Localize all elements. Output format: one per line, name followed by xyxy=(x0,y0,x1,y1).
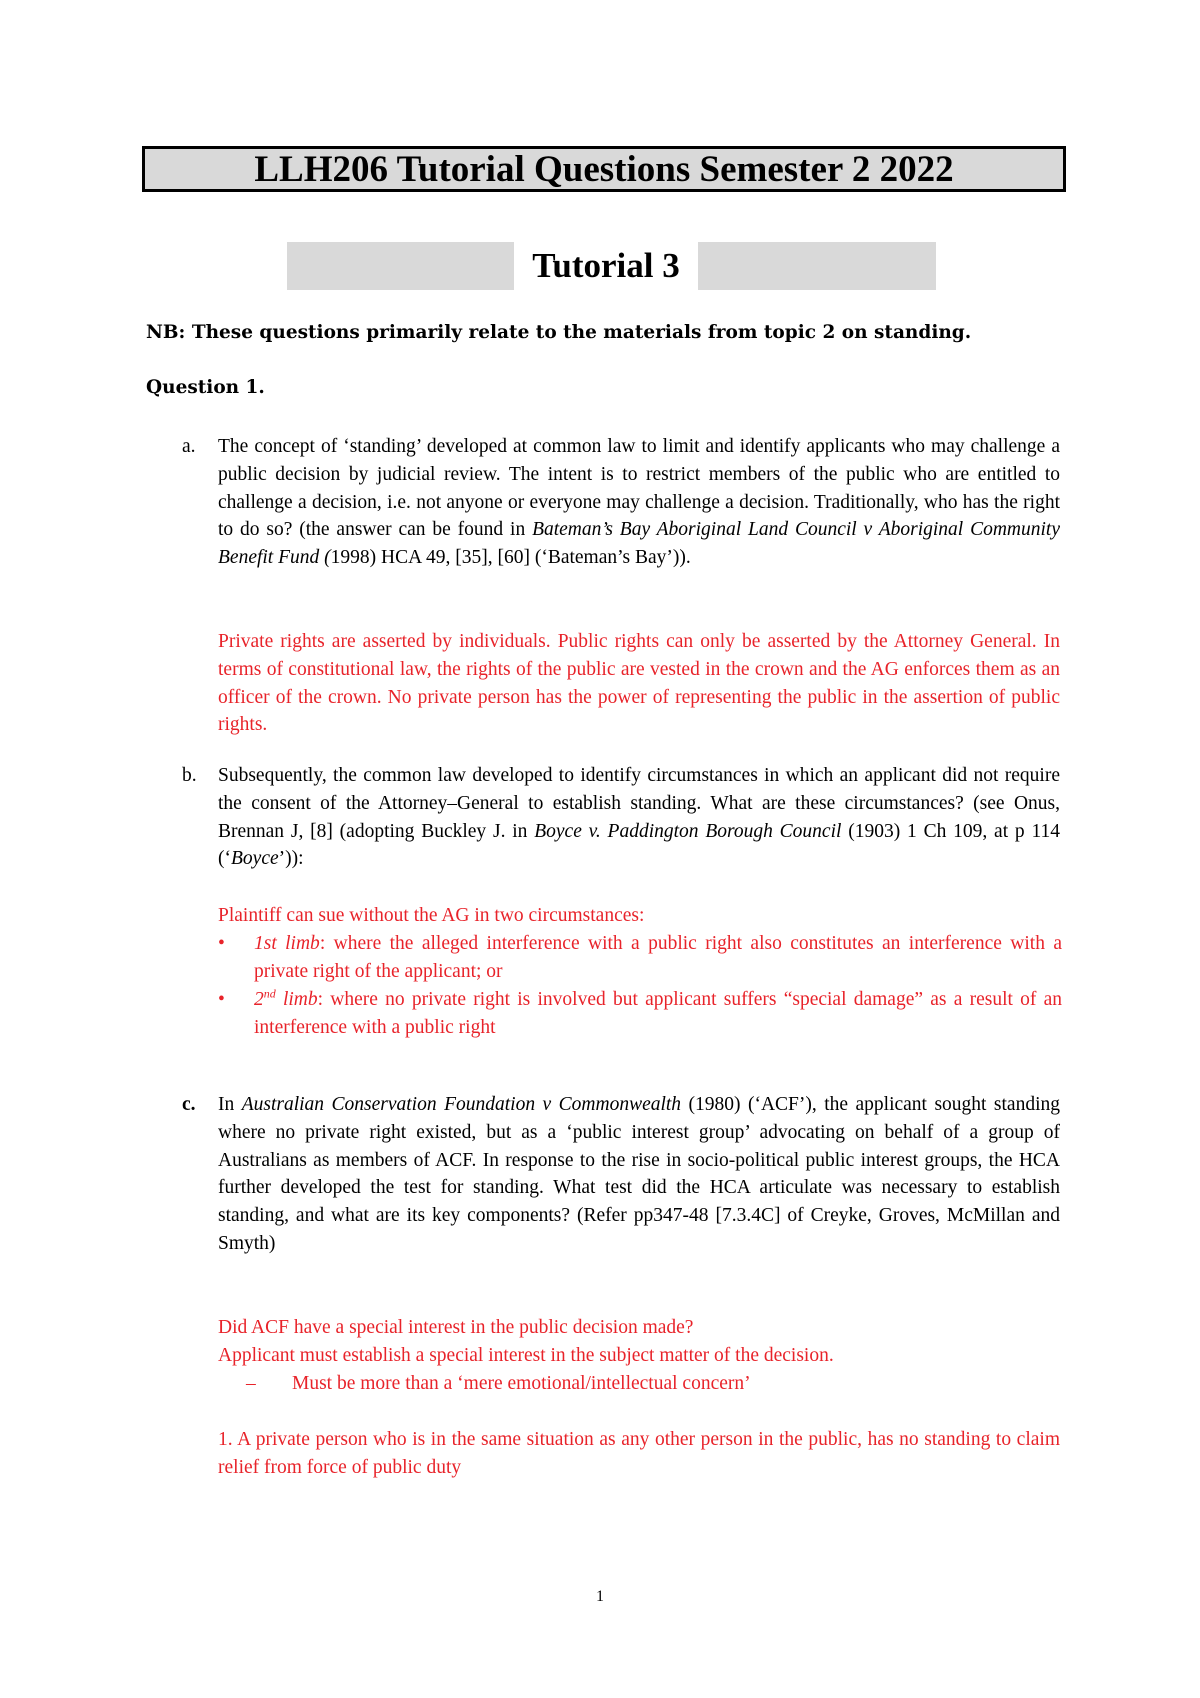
answer-c-line-2: Applicant must establish a special interest in the subject matter of the decision. xyxy=(218,1345,834,1366)
tutorial-heading: Tutorial 3 xyxy=(532,246,680,285)
item-letter-a: a. xyxy=(182,436,196,457)
item-c-text: In Australian Conservation Foundation v Commonwealth (1980) (‘ACF’), the applicant sought standing where no private right existed, but as a ‘public interest group’ advocating on behalf of a group of Australians as members of ACF. In response to the rise in socio-political public interest groups, the HCA further developed the test for standing. What test did the HCA articulate was necessary to establish standing, and what are its key components? (Refer pp347-48 [7.3.4C] of Creyke, Groves, McMillan and Smyth) xyxy=(218,1094,1060,1254)
item-letter-b: b. xyxy=(182,765,197,786)
title-box xyxy=(142,146,1066,192)
question-label: Question 1. xyxy=(146,377,265,398)
answer-a: Private rights are asserted by individuals. Public rights can only be asserted by the Attorney General. In terms of constitutional law, the rights of the public are vested in the crown and the AG enforces them as an officer of the crown. No private person has the power of representing the public in the assertion of public rights. xyxy=(218,631,1060,736)
page-number: 1 xyxy=(596,1588,604,1605)
nb-note: NB: These questions primarily relate to the materials from topic 2 on standing. xyxy=(146,322,972,343)
bullet-icon: • xyxy=(218,933,225,954)
tutorial-shade-left xyxy=(287,242,514,290)
answer-c-point-1: 1. A private person who is in the same situation as any other person in the public, has no standing to claim relief from force of public duty xyxy=(218,1429,1060,1478)
item-b-text: Subsequently, the common law developed to identify circumstances in which an applicant did not require the consent of the Attorney–General to establish standing. What are these circumstances? (see Onus, Brennan J, [8] (adopting Buckley J. in Boyce v. Paddington Borough Council (1903) 1 Ch 109, at p 114 (‘Boyce’)): xyxy=(218,765,1060,870)
tutorial-shade-right xyxy=(698,242,936,290)
item-letter-c: c. xyxy=(182,1094,196,1115)
case-short-name: Boyce xyxy=(231,848,279,870)
case-name: Bateman’s Bay Aboriginal Land Council v Aboriginal Community Benefit Fund ( xyxy=(218,519,1060,569)
answer-b-intro: Plaintiff can sue without the AG in two circumstances: xyxy=(218,905,645,926)
bullet-icon: • xyxy=(218,989,225,1010)
answer-c-line-1: Did ACF have a special interest in the public decision made? xyxy=(218,1317,694,1338)
case-name: Boyce v. Paddington Borough Council xyxy=(534,820,842,842)
document-page: LLH206 Tutorial Questions Semester 2 2022 Tutorial 3 NB: These questions primarily relate to the materials from topic 2 on standing. Question 1. a. The concept of ‘standing’ developed at common law to limit and identify applicants who may challenge a public decision by judicial review. The intent is to restrict members of the public who are entitled to challenge a decision, i.e. not anyone or everyone may challenge a decision. Traditionally, who has the right to do so? (the answer can be found in Bateman’s Bay Aboriginal Land Council v Aboriginal Community Benefit Fund (1998) HCA 49, [35], [60] (‘Bateman’s Bay’)). Private rights are asserted by individuals. Public rights can only be asserted by the Attorney General. In terms of constitutional law, the rights of the public are vested in the crown and the AG enforces them as an officer of the crown. No private person has the power of representing the public in the assertion of public rights. b. Subsequently, the common law developed to identify circumstances in which an applicant did not require the consent of the Attorney–General to establish standing. What are these circumstances? (see Onus, Brennan J, [8] (adopting Buckley J. in Boyce v. Paddington Borough Council (1903) 1 Ch 109, at p 114 (‘Boyce’)): Plaintiff can sue without the AG in two circumstances: • 1st limb: where the alleged interference with a public right also constitutes an interference with a private right of the applicant; or • 2nd limb: where no private right is involved but applicant suffers “special damage” as a result of an interference with a public right c. In Australian Conservation Foundation v Commonwealth (1980) (‘ACF’), the applicant sought standing where no private right existed, but as a ‘public interest group’ advocating on behalf of a group of Australians as members of ACF. In response to the rise in socio-political public interest groups, the HCA further developed the test for standing. What test did the HCA articulate was necessary to establish standing, and what are its key components? (Refer pp347-48 [7.3.4C] of Creyke, Groves, McMillan and Smyth) Did ACF have a special interest in the public decision made? Applicant must establish a special interest in the subject matter of the decision. – Must be more than a ‘mere emotional/intellectual concern’ 1. A private person who is in the same situation as any other person in the public, has no standing to claim relief from force of public duty 1 xyxy=(0,0,1200,1698)
case-name: Australian Conservation Foundation v Commonwealth xyxy=(241,1094,682,1115)
dash-icon: – xyxy=(246,1373,256,1394)
document-title: LLH206 Tutorial Questions Semester 2 2022 xyxy=(254,148,954,190)
item-a-text: The concept of ‘standing’ developed at common law to limit and identify applicants who may challenge a public decision by judicial review. The intent is to restrict members of the public who are entitled to challenge a decision, i.e. not anyone or everyone may challenge a decision. Traditionally, who has the right to do so? (the answer can be found in Bateman’s Bay Aboriginal Land Council v Aboriginal Community Benefit Fund (1998) HCA 49, [35], [60] (‘Bateman’s Bay’)). xyxy=(218,436,1060,569)
